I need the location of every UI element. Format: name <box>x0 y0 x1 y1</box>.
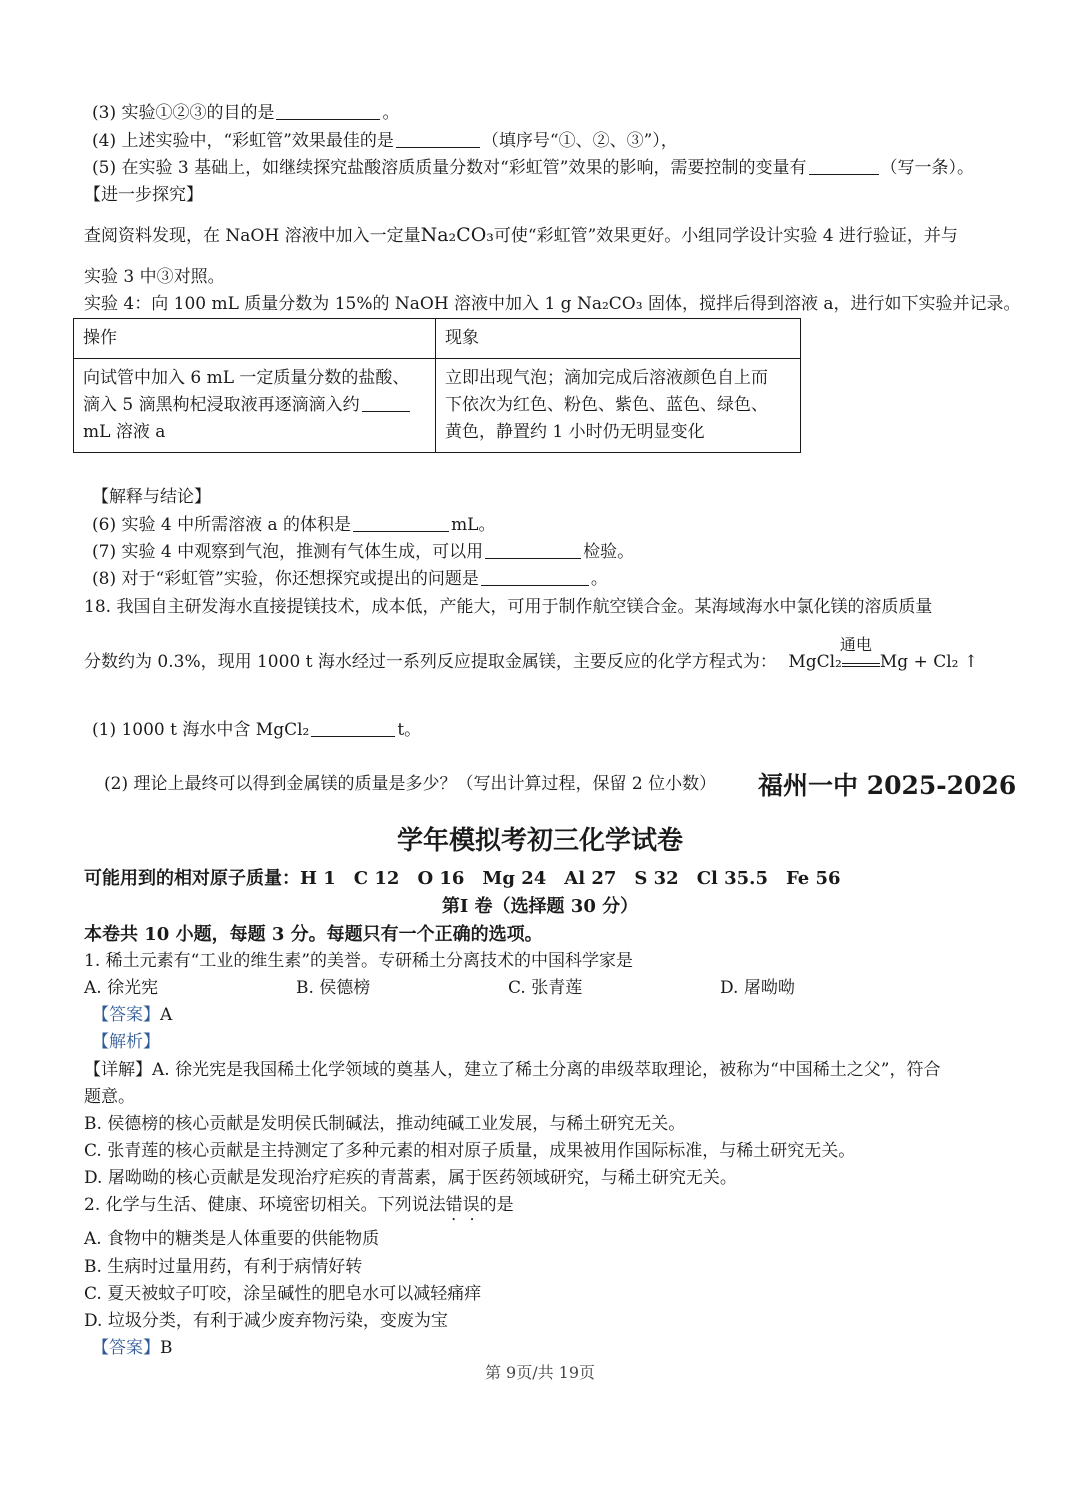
question-18-sub-2: (2) 理论上最终可以得到金属镁的质量是多少？（写出计算过程，保留 2 位小数） <box>104 774 717 794</box>
problem-2-option-a: A. 食物中的糖类是人体重要的供能物质 <box>84 1229 380 1249</box>
detail-d: D. 屠呦呦的核心贡献是发现治疗疟疾的青蒿素，属于医药领域研究，与稀土研究无关。 <box>84 1168 737 1188</box>
detail-c: C. 张青莲的核心贡献是主持测定了多种元素的相对原子质量，成果被用作国际标准，与稀土研究无关。 <box>84 1141 856 1161</box>
answer-blank <box>353 515 449 532</box>
atomic-masses: 可能用到的相对原子质量：H 1 C 12 O 16 Mg 24 Al 27 S 32 Cl 35.5 Fe 56 <box>84 868 841 889</box>
table-header-row <box>74 319 801 359</box>
detail-b: B. 侯德榜的核心贡献是发明侯氏制碱法，推动纯碱工业发展，与稀土研究无关。 <box>84 1114 686 1134</box>
problem-1-option-a: A. 徐光宪 <box>84 978 159 998</box>
experiment-table <box>73 318 801 453</box>
section-note: 本卷共 10 小题，每题 3 分。每题只有一个正确的选项。 <box>84 924 543 945</box>
exam-title-part-1: 福州一中 2025-2026 <box>758 771 1017 800</box>
question-8: (8) 对于“彩虹管”实验，你还想探究或提出的问题是 。 <box>92 569 608 589</box>
question-18-sub-1: (1) 1000 t 海水中含 MgCl₂ t。 <box>92 720 422 740</box>
problem-2: 2. 化学与生活、健康、环境密切相关。下列说法错误 • •的是 <box>84 1194 514 1216</box>
detail-line-2: 题意。 <box>84 1087 135 1107</box>
problem-2-option-b: B. 生病时过量用药，有利于病情好转 <box>84 1257 363 1277</box>
table-row <box>74 359 801 453</box>
table-header-phenomenon: 现象 <box>436 319 801 359</box>
experiment-4-desc: 实验 4：向 100 mL 质量分数为 15%的 NaOH 溶液中加入 1 g Na₂CO₃ 固体，搅拌后得到溶液 a，进行如下实验并记录。 <box>84 294 1021 314</box>
question-7: (7) 实验 4 中观察到气泡，推测有气体生成，可以用 检验。 <box>92 542 635 562</box>
table-header-operation: 操作 <box>74 319 436 359</box>
problem-2-option-d: D. 垃圾分类，有利于减少废弃物污染，变废为宝 <box>84 1311 448 1331</box>
section-heading: 第Ⅰ 卷（选择题 30 分） <box>441 896 639 917</box>
answer-blank <box>276 103 380 120</box>
answer-blank <box>311 720 395 737</box>
question-18-line-2: 分数约为 0.3%，现用 1000 t 海水经过一系列反应提取金属镁，主要反应的化学方程式为： MgCl₂ 通电 Mg + Cl₂ ↑ <box>84 635 979 672</box>
problem-1-answer: 【答案】A <box>92 1005 173 1025</box>
answer-blank <box>481 569 589 586</box>
answer-blank <box>396 131 480 148</box>
operation-cell: 向试管中加入 6 mL 一定质量分数的盐酸、 滴入 5 滴黑枸杞浸取液再逐滴滴入约 mL 溶液 a <box>74 359 436 453</box>
emphasis-wrong: 错误 • • <box>446 1195 480 1215</box>
chemical-equation: MgCl₂ 通电 Mg + Cl₂ ↑ <box>788 635 979 672</box>
question-5: (5) 在实验 3 基础上，如继续探究盐酸溶质质量分数对“彩虹管”效果的影响，需要控制的变量有 （写一条）。 <box>92 158 974 178</box>
reference-line-1: 查阅资料发现，在 NaOH 溶液中加入一定量Na₂CO₃可使“彩虹管”效果更好。小组同学设计实验 4 进行验证，并与 <box>84 224 958 246</box>
equation-arrow: 通电 <box>842 656 880 667</box>
question-4: (4) 上述实验中，“彩虹管”效果最佳的是 （填序号“①、②、③”）， <box>92 131 678 151</box>
answer-blank <box>809 158 879 175</box>
question-3: (3) 实验①②③的目的是 。 <box>92 103 400 123</box>
section-further-inquiry: 【进一步探究】 <box>84 185 203 205</box>
phenomenon-cell: 立即出现气泡；滴加完成后溶液颜色自上而 下依次为红色、粉色、紫色、蓝色、绿色、 黄色，静置约 1 小时仍无明显变化 <box>436 359 801 453</box>
problem-1-option-c: C. 张青莲 <box>508 978 583 998</box>
page-footer: 第 9页/共 19页 <box>484 1363 596 1382</box>
answer-blank <box>362 395 410 412</box>
detail-line-1: 【详解】A. 徐光宪是我国稀土化学领域的奠基人，建立了稀土分离的串级萃取理论，被称为“中国稀土之父”，符合 <box>84 1060 941 1080</box>
na2co3-formula: Na₂CO₃ <box>420 224 494 246</box>
problem-2-answer: 【答案】B <box>92 1338 173 1358</box>
section-explanation: 【解释与结论】 <box>92 487 211 507</box>
question-18-line-1: 18. 我国自主研发海水直接提镁技术，成本低，产能大，可用于制作航空镁合金。某海域海水中氯化镁的溶质质量 <box>84 597 933 617</box>
analysis-label: 【解析】 <box>92 1032 160 1052</box>
problem-2-option-c: C. 夏天被蚊子叮咬，涂呈碱性的肥皂水可以减轻痛痒 <box>84 1284 482 1304</box>
problem-1: 1. 稀土元素有“工业的维生素”的美誉。专研稀土分离技术的中国科学家是 <box>84 951 634 971</box>
problem-1-option-b: B. 侯德榜 <box>296 978 371 998</box>
answer-blank <box>485 542 581 559</box>
exam-title-part-2: 学年模拟考初三化学试卷 <box>396 826 683 856</box>
problem-1-option-d: D. 屠呦呦 <box>720 978 795 998</box>
reference-line-2: 实验 3 中③对照。 <box>84 267 225 287</box>
question-6: (6) 实验 4 中所需溶液 a 的体积是 mL。 <box>92 515 496 535</box>
